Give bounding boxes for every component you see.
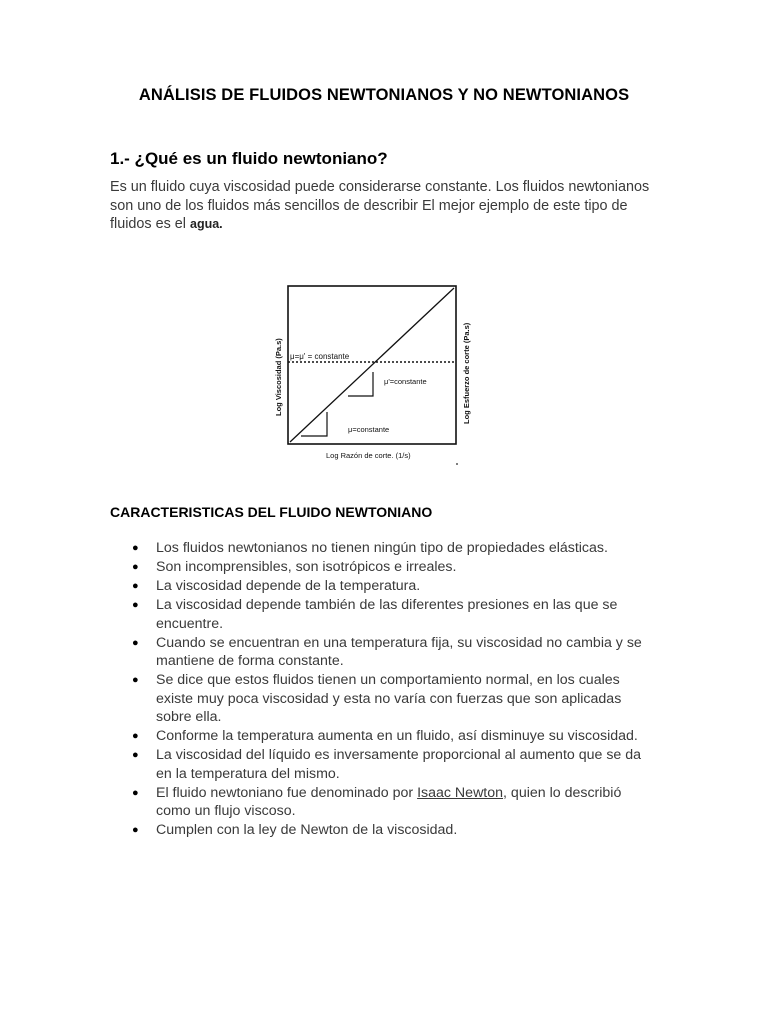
list-item (132, 821, 656, 840)
left-axis-label: Log Viscosidad (Pa.s) (274, 338, 283, 416)
features-list (0, 539, 768, 840)
intro-paragraph-text: Es un fluido cuya viscosidad puede considerarse constante. Los fluidos newtonianos son uno de los fluidos más sencillos de describir El mejor ejemplo de este tipo de fluidos es el (110, 179, 650, 232)
list-item-text: Se dice que estos fluidos tienen un comportamiento normal, en los cuales existe muy poca viscosidad y esta no varía con fuerzas que son aplicadas sobre ella. (156, 672, 622, 725)
list-item (132, 558, 656, 577)
section-heading: 1.- ¿Qué es un fluido newtoniano? (110, 149, 388, 168)
viscosity-figure (268, 276, 478, 472)
list-item (132, 634, 656, 671)
list-item (132, 596, 656, 633)
bullet-icon: ● (132, 636, 139, 649)
bullet-icon: ● (132, 749, 139, 761)
bullet-icon: ● (132, 542, 139, 554)
x-axis-label: Log Razón de corte. (1/s) (326, 451, 411, 460)
bullet-icon: ● (132, 786, 139, 799)
stray-mark (456, 463, 458, 465)
list-item (132, 671, 656, 727)
list-item (132, 539, 656, 558)
list-item-text: La viscosidad del líquido es inversamente proporcional al aumento que se da en la temperatura del mismo. (156, 747, 642, 782)
bullet-icon: ● (132, 599, 139, 611)
features-heading: CARACTERISTICAS DEL FLUIDO NEWTONIANO (110, 504, 433, 520)
list-item-text: Cuando se encuentran en una temperatura fija, su viscosidad no cambia y se mantiene de forma constante. (156, 634, 642, 669)
document-title: ANÁLISIS DE FLUIDOS NEWTONIANOS Y NO NEWTONIANOS (138, 86, 630, 104)
list-item-text: Cumplen con la ley de Newton de la viscosidad. (156, 822, 458, 838)
isaac-newton-link[interactable]: Isaac Newton (417, 784, 504, 801)
list-item-text: La viscosidad depende también de las diferentes presiones en las que se encuentre. (156, 597, 618, 632)
list-item (132, 784, 656, 821)
dotted-line-label: μ=μ' = constante (290, 352, 350, 361)
bullet-icon: ● (132, 674, 139, 686)
list-item-text: El fluido newtoniano fue denominado por (156, 784, 418, 801)
list-item (132, 577, 656, 596)
list-item-text: Conforme la temperatura aumenta en un fluido, así disminuye su viscosidad. (156, 728, 638, 744)
lower-triangle-label: μ=constante (348, 425, 390, 434)
list-item (132, 727, 656, 746)
upper-triangle-label: μ'=constante (384, 377, 427, 386)
viscosity-diagram (268, 276, 478, 472)
list-item-suffix: , quien lo describió como un flujo viscoso. (156, 784, 622, 819)
list-item (132, 746, 656, 783)
lower-slope-triangle (301, 412, 327, 436)
list-item-text: Los fluidos newtonianos no tienen ningún tipo de propiedades elásticas. (156, 540, 608, 556)
bullet-icon: ● (132, 580, 139, 592)
list-item-text: Son incomprensibles, son isotrópicos e irreales. (156, 559, 457, 575)
bullet-icon: ● (132, 561, 139, 573)
bullet-icon: ● (132, 730, 139, 742)
right-axis-label: Log Esfuerzo de corte (Pa.s) (462, 322, 471, 424)
list-item-text: La viscosidad depende de la temperatura. (156, 578, 421, 594)
bullet-icon: ● (132, 824, 139, 836)
intro-paragraph (110, 178, 670, 234)
shear-stress-line (290, 288, 454, 442)
intro-paragraph-emphasis: agua. (190, 217, 223, 231)
